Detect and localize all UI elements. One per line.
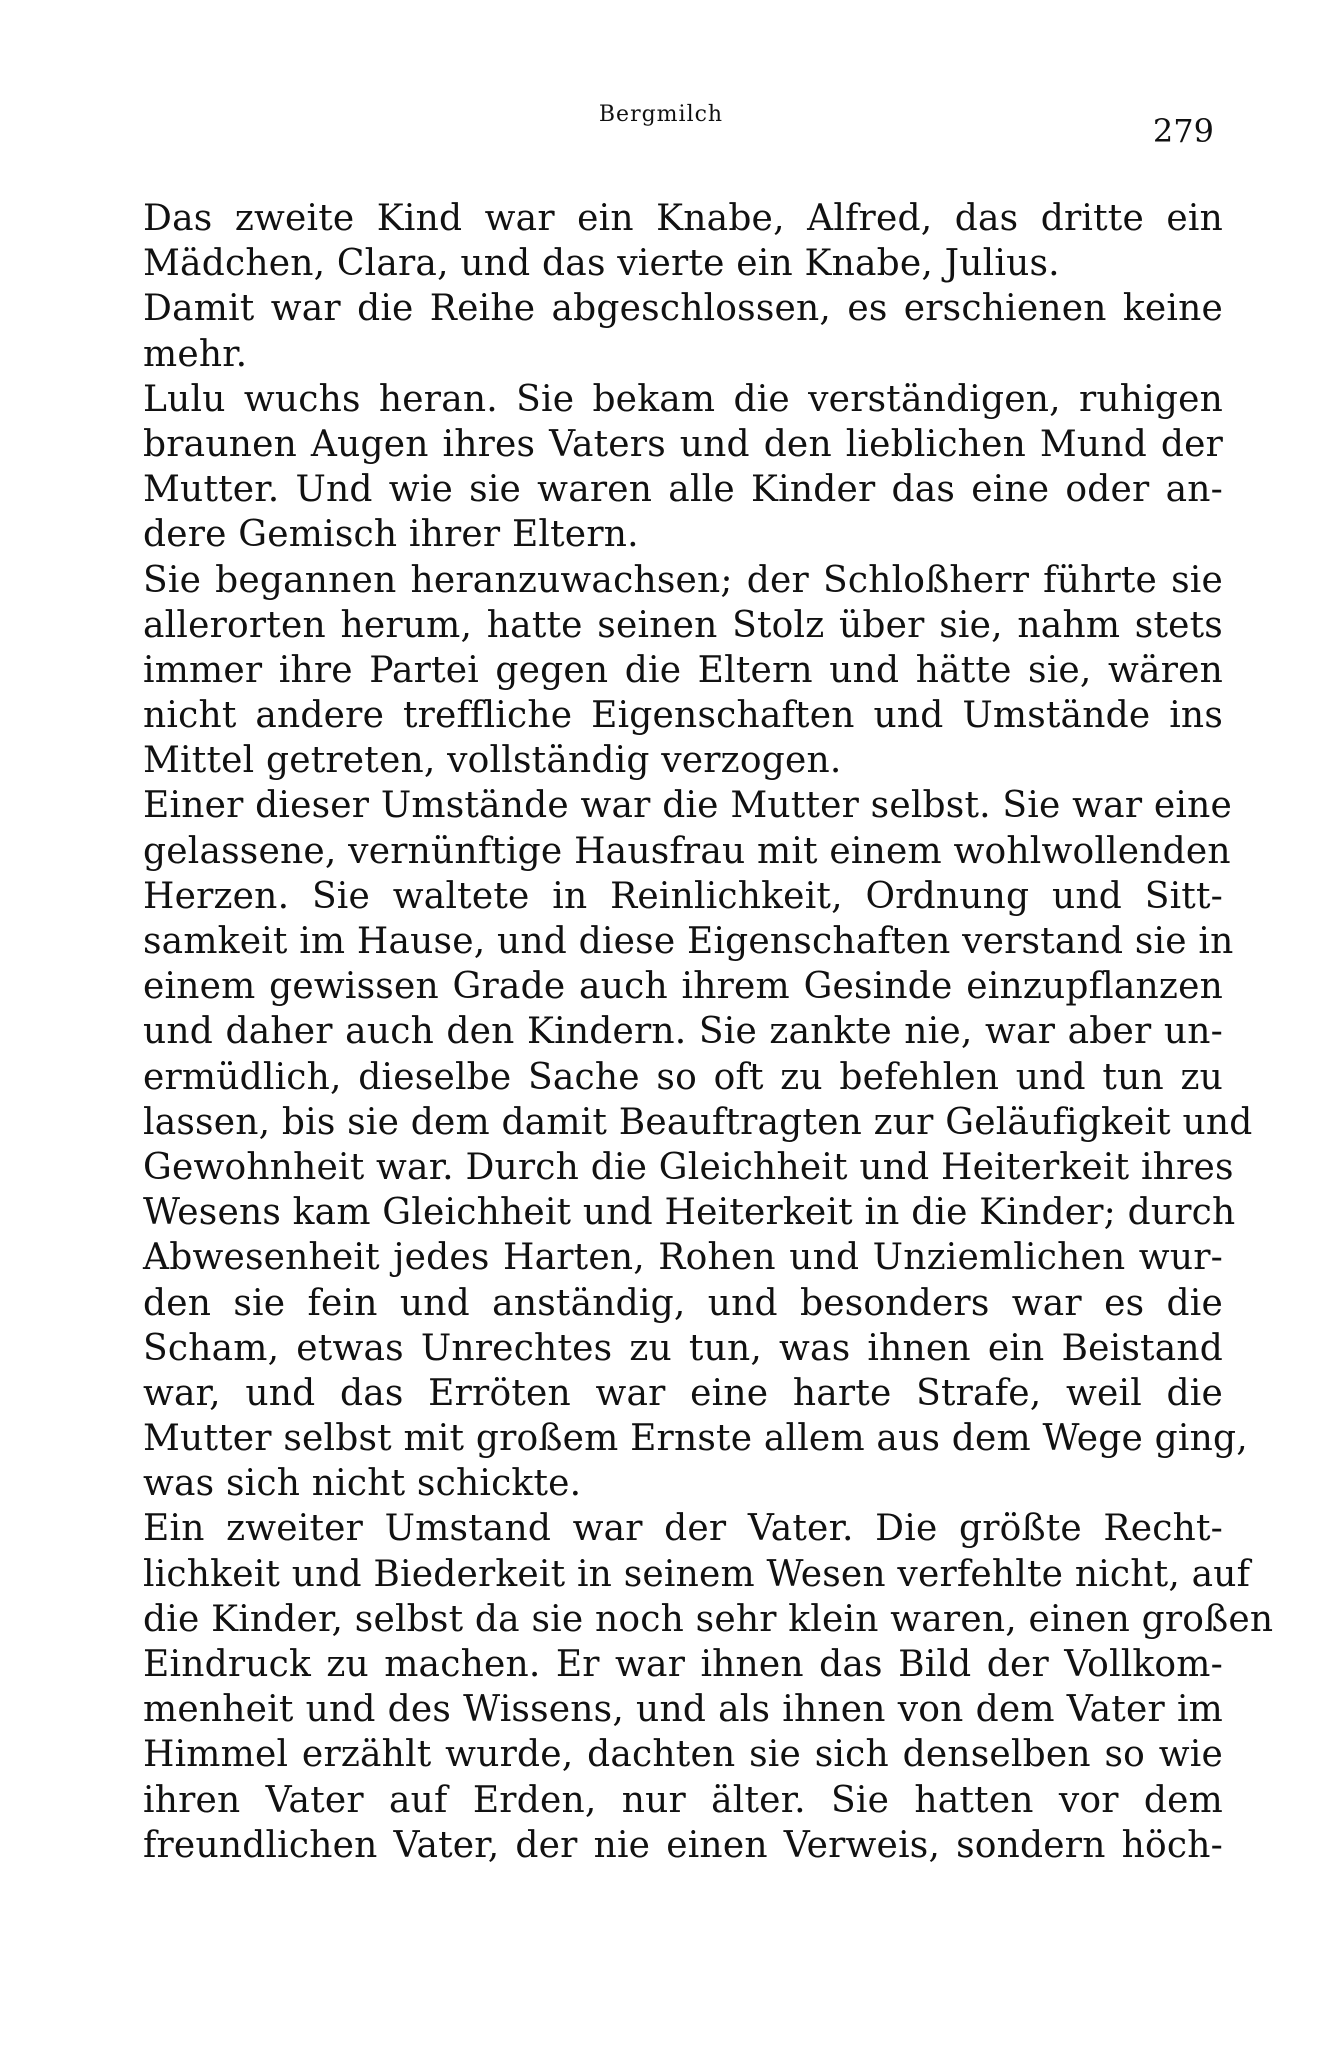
text-line: Gewohnheit war. Durch die Gleichheit und Heiterkeit ihres — [143, 1146, 1234, 1188]
text-line: freundlichen Vater, der nie einen Verweis, sondern höch- — [143, 1824, 1223, 1866]
text-line: einem gewissen Grade auch ihrem Gesinde einzupflanzen — [143, 966, 1223, 1008]
text-line: die Kinder, selbst da sie noch sehr klein waren, einen großen — [143, 1598, 1274, 1640]
text-line: den sie fein und anständig, und besonders war es die — [143, 1282, 1223, 1324]
text-line: Eindruck zu machen. Er war ihnen das Bild der Vollkom- — [143, 1644, 1223, 1685]
text-line: nicht andere treffliche Eigenschaften und Umstände ins — [143, 695, 1223, 737]
running-head: Bergmilch — [598, 102, 724, 127]
text-line: war, und das Erröten war eine harte Strafe, weil die — [143, 1372, 1223, 1414]
text-line: lichkeit und Biederkeit in seinem Wesen verfehlte nicht, auf — [143, 1553, 1251, 1595]
text-line: allerorten herum, hatte seinen Stolz über sie, nahm stets — [143, 604, 1223, 646]
text-line: menheit und des Wissens, und als ihnen von dem Vater im — [143, 1689, 1223, 1731]
text-line: braunen Augen ihres Vaters und den lieblichen Mund der — [143, 423, 1223, 465]
text-line: Sie begannen heranzuwachsen; der Schloßherr führte sie — [143, 559, 1223, 601]
text-line: Scham, etwas Unrechtes zu tun, was ihnen ein Beistand — [143, 1327, 1223, 1369]
text-line: Herzen. Sie waltete in Reinlichkeit, Ordnung und Sitt- — [143, 875, 1223, 917]
text-line: Damit war die Reihe abgeschlossen, es erschienen keine — [143, 288, 1223, 330]
page-number: 279 — [1152, 112, 1214, 150]
text-line: Mittel getreten, vollständig verzogen. — [143, 740, 842, 782]
text-line: ihren Vater auf Erden, nur älter. Sie hatten vor dem — [143, 1779, 1223, 1821]
text-line: immer ihre Partei gegen die Eltern und hätte sie, wären — [143, 649, 1223, 691]
text-line: Abwesenheit jedes Harten, Rohen und Unziemlichen wur- — [143, 1237, 1223, 1279]
text-line: dere Gemisch ihrer Eltern. — [143, 514, 639, 556]
text-line: gelassene, vernünftige Hausfrau mit einem wohlwollenden — [143, 830, 1231, 872]
text-line: samkeit im Hause, und diese Eigenschaften verstand sie in — [143, 921, 1234, 962]
text-line: ermüdlich, dieselbe Sache so oft zu befehlen und tun zu — [143, 1056, 1223, 1098]
text-line: Himmel erzählt wurde, dachten sie sich denselben so wie — [143, 1734, 1223, 1776]
text-line: lassen, bis sie dem damit Beauftragten zur Geläufigkeit und — [143, 1101, 1253, 1143]
text-line: und daher auch den Kindern. Sie zankte nie, war aber un- — [143, 1011, 1223, 1053]
body-text — [143, 196, 1274, 1868]
text-line: mehr. — [143, 333, 248, 375]
text-line: Wesens kam Gleichheit und Heiterkeit in die Kinder; durch — [143, 1192, 1236, 1234]
text-line: Das zweite Kind war ein Knabe, Alfred, das dritte ein — [143, 198, 1223, 239]
text-line: Mutter selbst mit großem Ernste allem aus dem Wege ging, — [143, 1418, 1248, 1460]
text-line: Ein zweiter Umstand war der Vater. Die größte Recht- — [143, 1508, 1223, 1550]
text-line: Mädchen, Clara, und das vierte ein Knabe, Julius. — [143, 243, 1060, 285]
text-line: Einer dieser Umstände war die Mutter selbst. Sie war eine — [143, 785, 1232, 827]
text-line: was sich nicht schickte. — [143, 1463, 582, 1505]
text-line: Lulu wuchs heran. Sie bekam die verständigen, ruhigen — [143, 378, 1223, 420]
text-line: Mutter. Und wie sie waren alle Kinder das eine oder an- — [143, 469, 1223, 511]
